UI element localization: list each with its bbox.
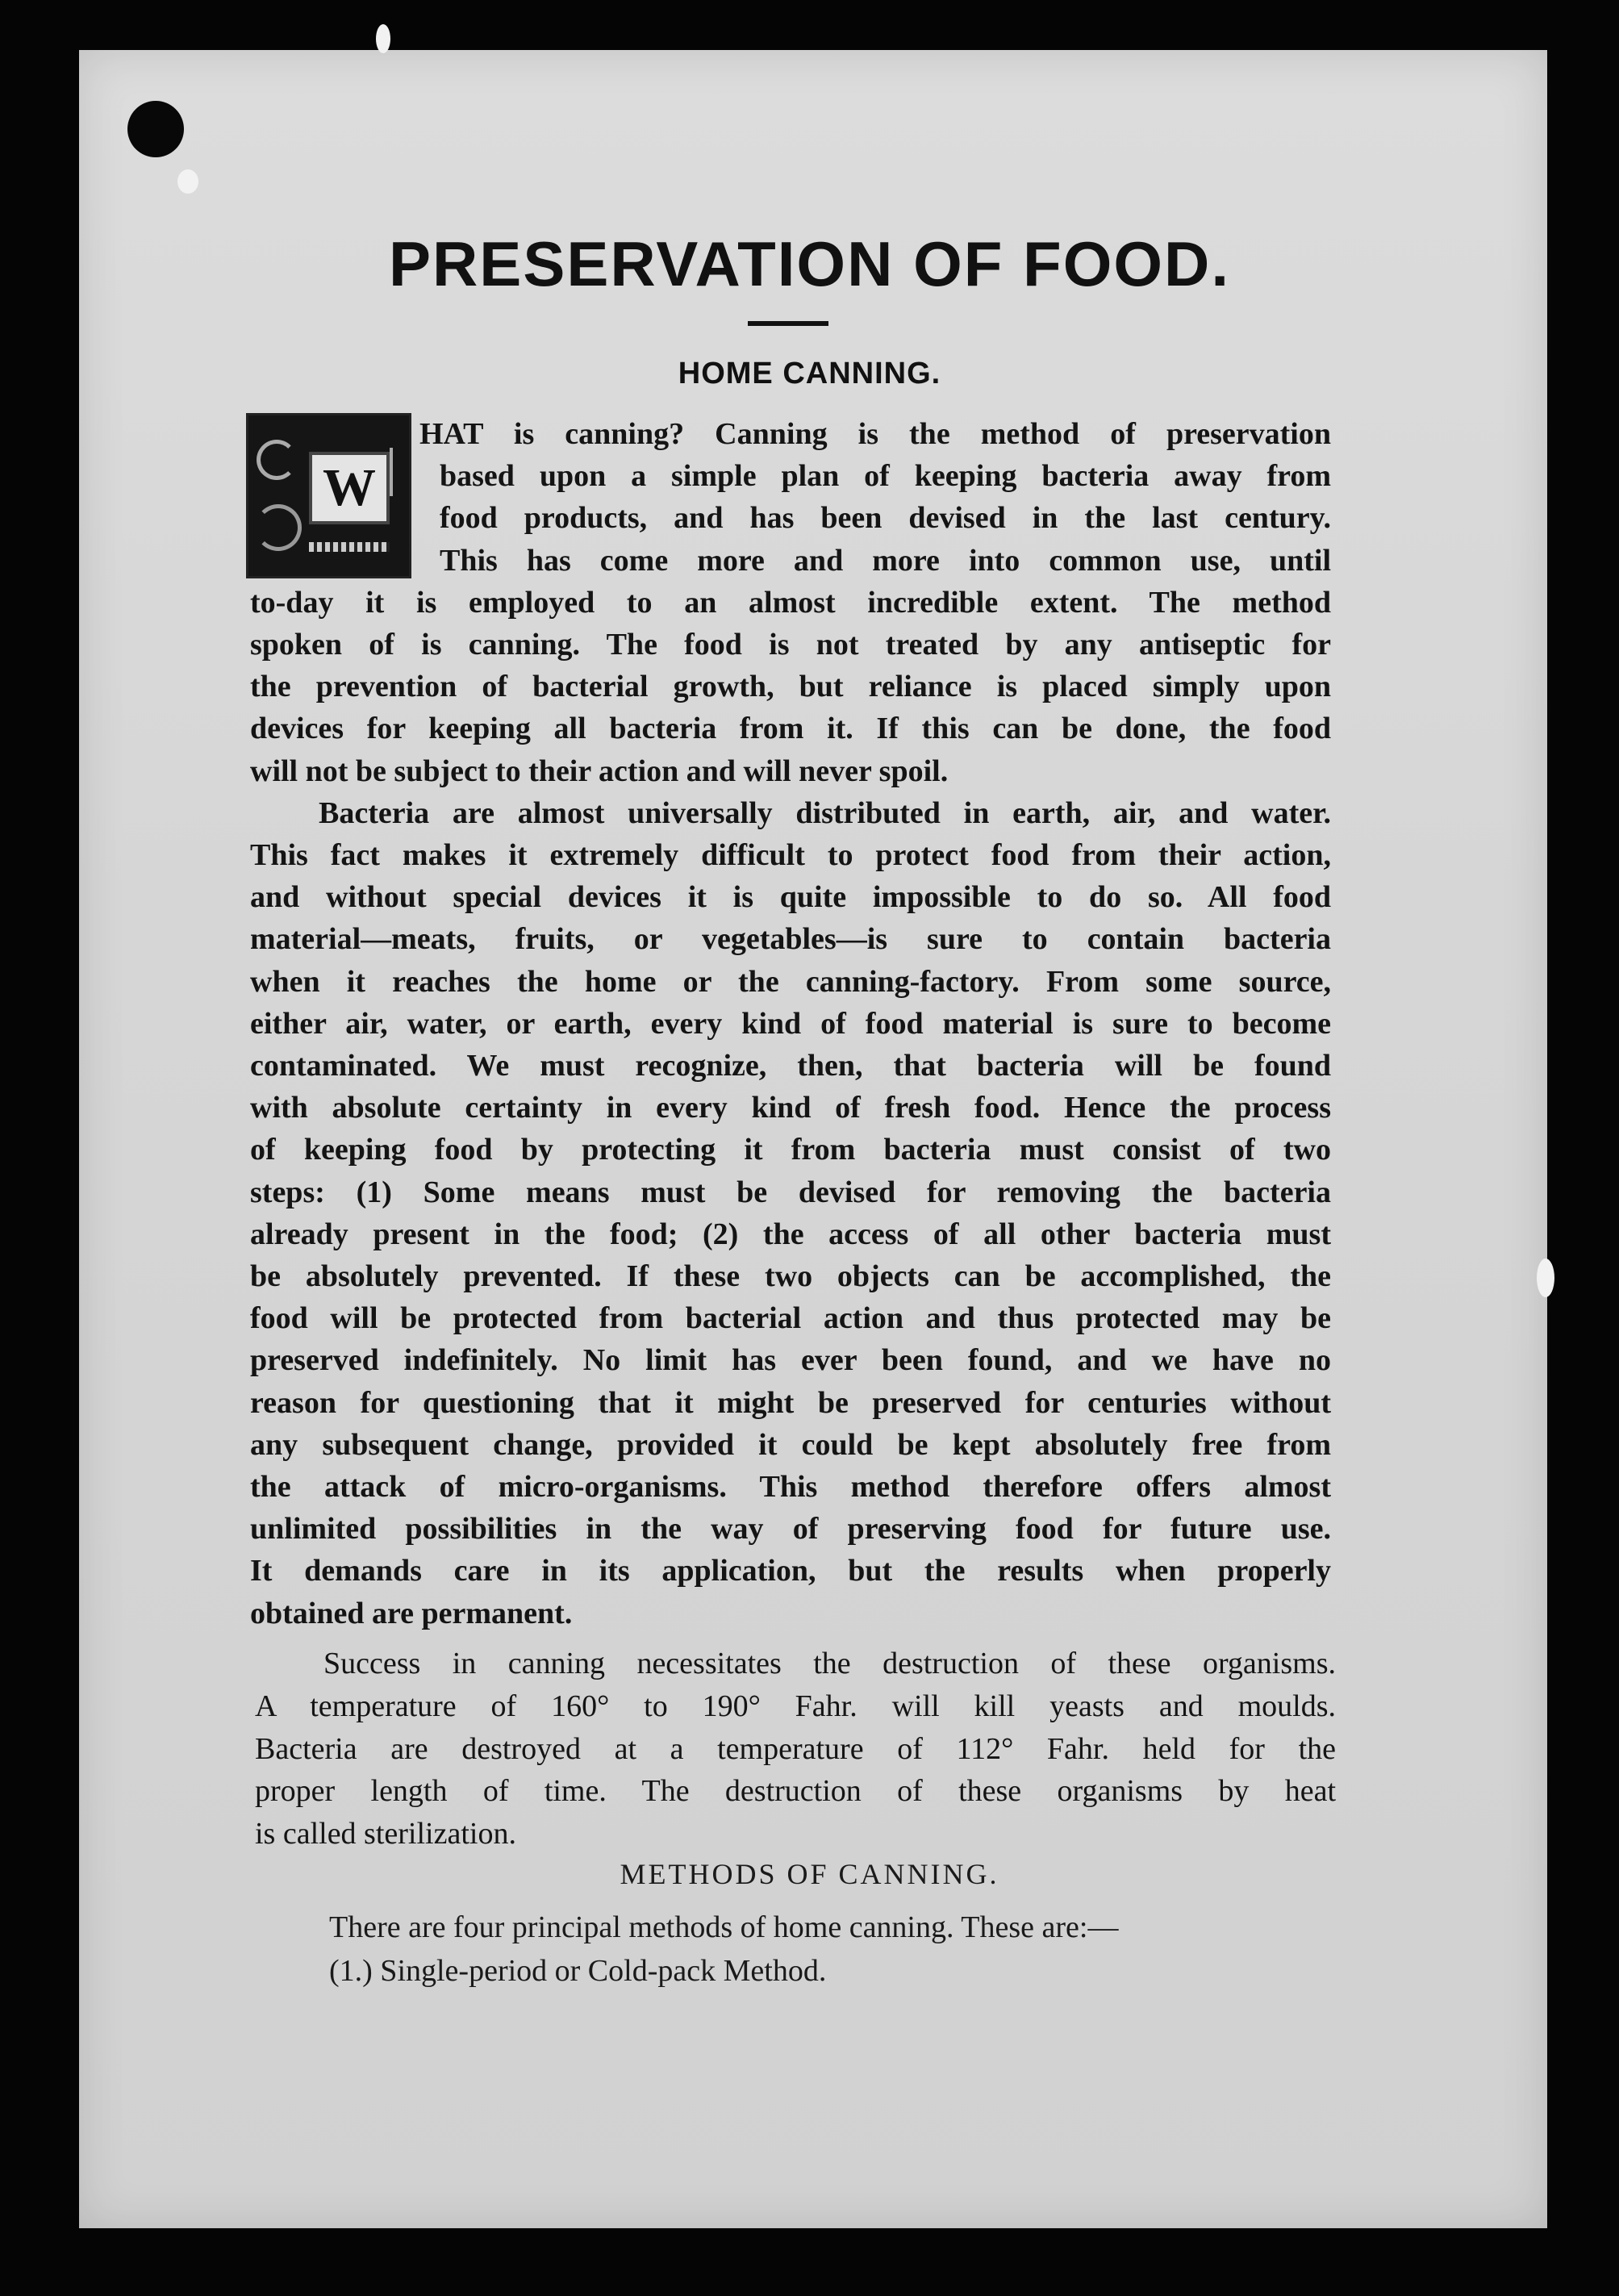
text-line: food will be protected from bacterial action and thus protected may be: [250, 1301, 1331, 1336]
paper-speck: [376, 24, 390, 53]
text-line: There are four principal methods of home canning. These are:—: [329, 1910, 1119, 1944]
text-line: material—meats, fruits, or vegetables—is sure to contain bacteria: [250, 922, 1331, 957]
text-line: obtained are permanent.: [250, 1596, 573, 1630]
punch-hole: [127, 101, 184, 157]
text-line: is called sterilization.: [255, 1817, 516, 1851]
text-line: reason for questioning that it might be preserved for centuries without: [250, 1385, 1331, 1420]
text-line: unlimited possibilities in the way of preserving food for future use.: [250, 1512, 1331, 1547]
text-line: HAT is canning? Canning is the method of preservation: [419, 417, 1331, 451]
paper-speck: [177, 169, 198, 194]
page-title: PRESERVATION OF FOOD.: [388, 228, 1231, 299]
text-line: of keeping food by protecting it from bacteria must consist of two: [250, 1133, 1331, 1167]
intro-text: [250, 413, 1331, 1634]
text-line: be absolutely prevented. If these two objects can be accomplished, the: [250, 1259, 1331, 1294]
text-line: Bacteria are destroyed at a temperature of 112° Fahr. held for the: [255, 1731, 1336, 1766]
text-line: to-day it is employed to an almost incredible extent. The method: [250, 585, 1331, 620]
text-line: preserved indefinitely. No limit has ever been found, and we have no: [250, 1343, 1331, 1378]
text-line: with absolute certainty in every kind of fresh food. Hence the process: [250, 1091, 1331, 1125]
initial-letter: W: [309, 452, 390, 524]
text-line: based upon a simple plan of keeping bacteria away from: [440, 459, 1331, 494]
methods-list: [329, 1906, 1346, 1993]
title-rule: [748, 321, 828, 326]
text-line: Bacteria are almost universally distributed in earth, air, and water.: [319, 795, 1331, 830]
text-line: when it reaches the home or the canning-factory. From some source,: [250, 964, 1331, 999]
text-line: either air, water, or earth, every kind of food material is sure to become: [250, 1006, 1331, 1041]
text-line: It demands care in its application, but the results when properly: [250, 1554, 1331, 1588]
text-line: steps: (1) Some means must be devised for removing the bacteria: [250, 1175, 1331, 1209]
text-line: and without special devices it is quite impossible to do so. All food: [250, 880, 1331, 915]
text-line: devices for keeping all bacteria from it. If this can be done, the food: [250, 712, 1331, 746]
text-line: any subsequent change, provided it could be kept absolutely free from: [250, 1427, 1331, 1462]
text-line: spoken of is canning. The food is not treated by any antiseptic for: [250, 628, 1331, 662]
paper-speck: [1537, 1259, 1554, 1297]
text-line: proper length of time. The destruction of these organisms by heat: [255, 1774, 1336, 1809]
text-line: food products, and has been devised in the last century.: [440, 501, 1331, 536]
text-line: the prevention of bacterial growth, but reliance is placed simply upon: [250, 670, 1331, 704]
text-line: A temperature of 160° to 190° Fahr. will kill yeasts and moulds.: [255, 1689, 1336, 1723]
text-line: This fact makes it extremely difficult to protect food from their action,: [250, 838, 1331, 873]
list-item: (1.) Single-period or Cold-pack Method.: [329, 1954, 827, 1988]
text-line: the attack of micro-organisms. This method therefore offers almost: [250, 1470, 1331, 1505]
section-heading: HOME CANNING.: [678, 357, 941, 390]
sterilization-paragraph: [255, 1643, 1336, 1856]
text-line: Success in canning necessitates the destruction of these organisms.: [323, 1647, 1336, 1680]
text-line: already present in the food; (2) the access of all other bacteria must: [250, 1217, 1331, 1251]
methods-heading: METHODS OF CANNING.: [620, 1858, 999, 1890]
text-line: contaminated. We must recognize, then, that bacteria will be found: [250, 1049, 1331, 1083]
text-line: This has come more and more into common use, until: [440, 543, 1331, 578]
text-line: will not be subject to their action and will never spoil.: [250, 754, 949, 788]
